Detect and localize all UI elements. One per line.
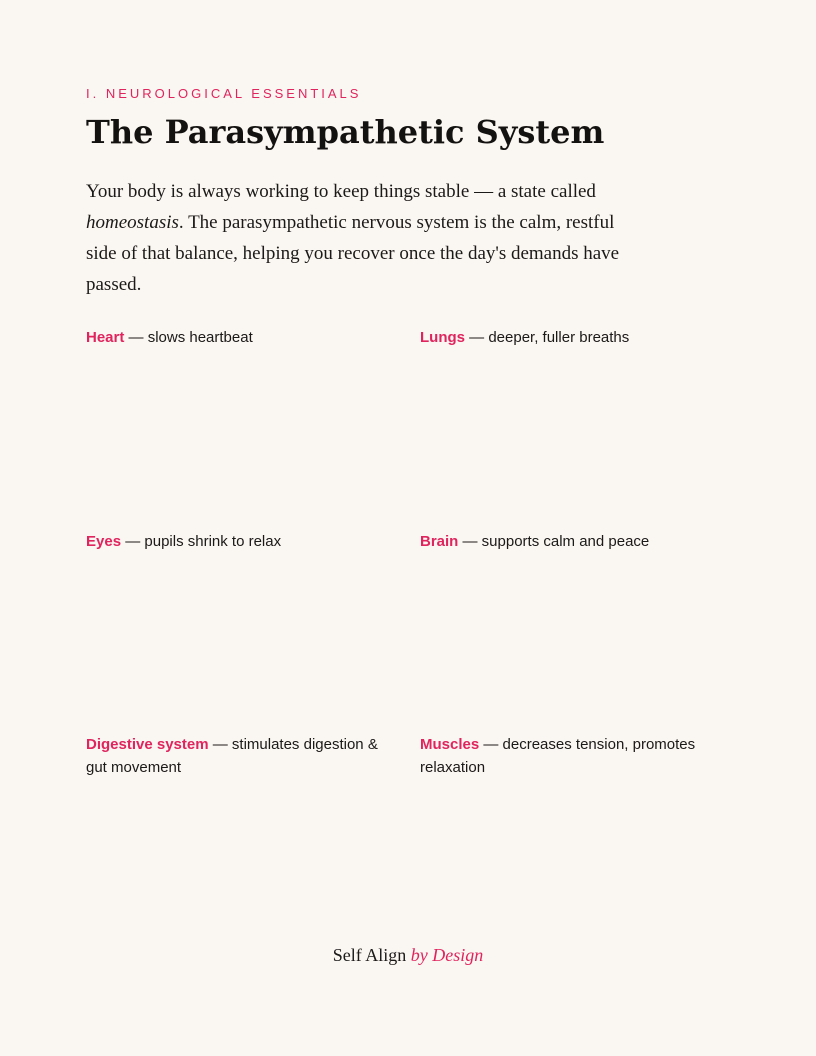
footer-brand (0, 945, 816, 966)
effect-description: — deeper, fuller breaths (465, 329, 630, 346)
page-title: The Parasympathetic System (86, 113, 605, 151)
effect-description: — pupils shrink to relax (121, 533, 282, 550)
intro-text-after: . The parasympathetic nervous system is the calm, restful side of that balance, helping you recover once the day's demands have passed. (86, 212, 620, 295)
footer-brand-accent: by Design (410, 945, 484, 965)
effect-item-heart (86, 326, 396, 349)
intro-emphasis: homeostasis (86, 212, 179, 233)
effect-description: — supports calm and peace (458, 533, 650, 550)
effect-term: Muscles (420, 736, 480, 753)
intro-paragraph (86, 176, 646, 300)
effect-item-brain (420, 530, 730, 553)
effect-term: Lungs (420, 329, 465, 346)
effect-item-eyes (86, 530, 396, 553)
intro-text-before: Your body is always working to keep things stable — a state called (86, 181, 596, 202)
effect-description: — decreases tension, promotes relaxation (420, 736, 696, 776)
effect-term: Digestive system (86, 736, 209, 753)
effect-term: Brain (420, 533, 459, 550)
effect-item-digestive (86, 733, 396, 779)
effect-item-muscles (420, 733, 730, 779)
effect-description: — stimulates digestion & gut movement (86, 736, 378, 776)
footer-brand-name: Self Align (332, 945, 407, 965)
section-eyebrow: I. NEUROLOGICAL ESSENTIALS (86, 86, 362, 101)
effect-description: — slows heartbeat (124, 329, 253, 346)
effect-term: Heart (86, 329, 125, 346)
effect-term: Eyes (86, 533, 122, 550)
effect-item-lungs (420, 326, 730, 349)
